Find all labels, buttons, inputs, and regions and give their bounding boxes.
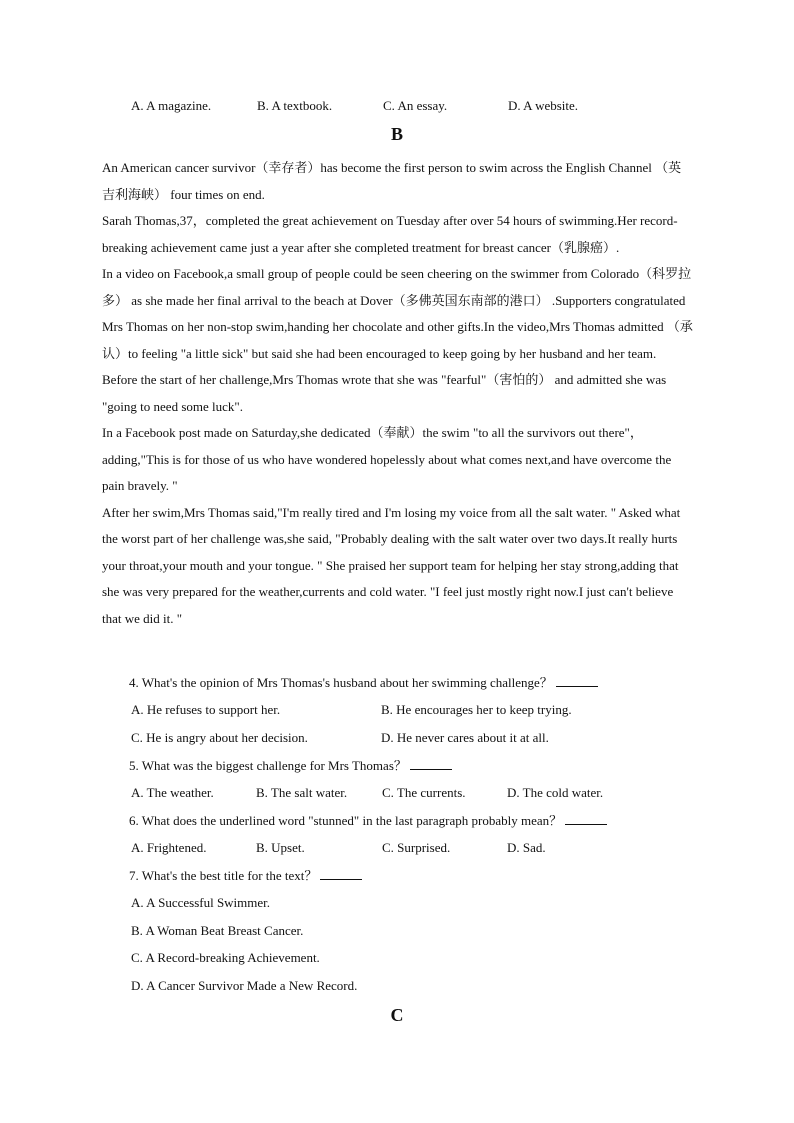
question-stem: 5. What was the biggest challenge for Mrs Thomas？ bbox=[129, 758, 407, 773]
option-a: A. He refuses to support her. bbox=[131, 702, 281, 717]
option-b: B. A textbook. bbox=[257, 98, 333, 113]
option-a: A. A magazine. bbox=[131, 98, 212, 113]
option-d: D. Sad. bbox=[507, 840, 546, 855]
section-heading-c: C bbox=[390, 1005, 404, 1025]
section-heading-b: B bbox=[390, 124, 403, 144]
answer-blank[interactable] bbox=[556, 674, 598, 687]
question-stem: 6. What does the underlined word "stunned" in the last paragraph probably mean？ bbox=[129, 813, 563, 828]
question-5 bbox=[129, 756, 452, 776]
passage-paragraph: After her swim,Mrs Thomas said,"I'm really tired and I'm losing my voice from all the salt water. " Asked what the worst part of her challenge was,she said, "Probably dealing with the salt water over two days.It really hurts your throat,your mouth and your tongue. " She praised her support team for helping her stay strong,adding that she was very prepared for the weather,currents and cold water. "I feel just mostly right now.I just can't believe that we did it. " bbox=[102, 504, 681, 626]
option-b: B. A Woman Beat Breast Cancer. bbox=[131, 923, 304, 938]
question-7 bbox=[129, 866, 362, 886]
option-b: B. Upset. bbox=[256, 840, 305, 855]
option-a: A. Frightened. bbox=[131, 840, 207, 855]
option-d: D. A Cancer Survivor Made a New Record. bbox=[131, 978, 358, 993]
option-d: D. The cold water. bbox=[507, 785, 604, 800]
passage-paragraph: In a video on Facebook,a small group of people could be seen cheering on the swimmer from Colorado（科罗拉多） as she made her final arrival to the beach at Dover（多佛英国东南部的港口） .Supporters congratulated Mrs Thomas on her non-stop swim,handing her chocolate and other gifts.In the video,Mrs Thomas admitted （承认）to feeling "a little sick" but said she had been encouraged to keep going by her husband and her team. bbox=[102, 266, 693, 361]
question-6 bbox=[129, 811, 607, 831]
option-c: C. He is angry about her decision. bbox=[131, 730, 308, 745]
option-b: B. The salt water. bbox=[256, 785, 348, 800]
answer-blank[interactable] bbox=[320, 867, 362, 880]
option-d: D. He never cares about it at all. bbox=[381, 730, 549, 745]
answer-blank[interactable] bbox=[565, 812, 607, 825]
option-c: C. The currents. bbox=[382, 785, 466, 800]
question-4 bbox=[129, 673, 598, 693]
option-c: C. Surprised. bbox=[382, 840, 451, 855]
passage-paragraph: An American cancer survivor（幸存者）has become the first person to swim across the English Channel （英吉利海峡） four times on end. bbox=[102, 160, 682, 202]
passage-paragraph: In a Facebook post made on Saturday,she dedicated（奉献）the swim "to all the survivors out there"，adding,"This is for those of us who have wondered hopelessly about what comes next,and have overcome the pain bravely. " bbox=[102, 425, 672, 493]
passage-paragraph: Before the start of her challenge,Mrs Thomas wrote that she was "fearful"（害怕的） and admitted she was "going to need some luck". bbox=[102, 372, 667, 414]
option-c: C. A Record-breaking Achievement. bbox=[131, 950, 320, 965]
passage-paragraph: Sarah Thomas,37，completed the great achievement on Tuesday after over 54 hours of swimming.Her record-breaking achievement came just a year after she completed treatment for breast cancer（乳腺癌）. bbox=[102, 213, 678, 255]
option-a: A. A Successful Swimmer. bbox=[131, 895, 271, 910]
option-c: C. An essay. bbox=[383, 98, 448, 113]
option-a: A. The weather. bbox=[131, 785, 214, 800]
question-stem: 7. What's the best title for the text？ bbox=[129, 868, 318, 883]
option-b: B. He encourages her to keep trying. bbox=[381, 702, 572, 717]
reading-passage bbox=[102, 155, 694, 632]
answer-blank[interactable] bbox=[410, 757, 452, 770]
option-d: D. A website. bbox=[508, 98, 579, 113]
question-stem: 4. What's the opinion of Mrs Thomas's husband about her swimming challenge？ bbox=[129, 675, 553, 690]
